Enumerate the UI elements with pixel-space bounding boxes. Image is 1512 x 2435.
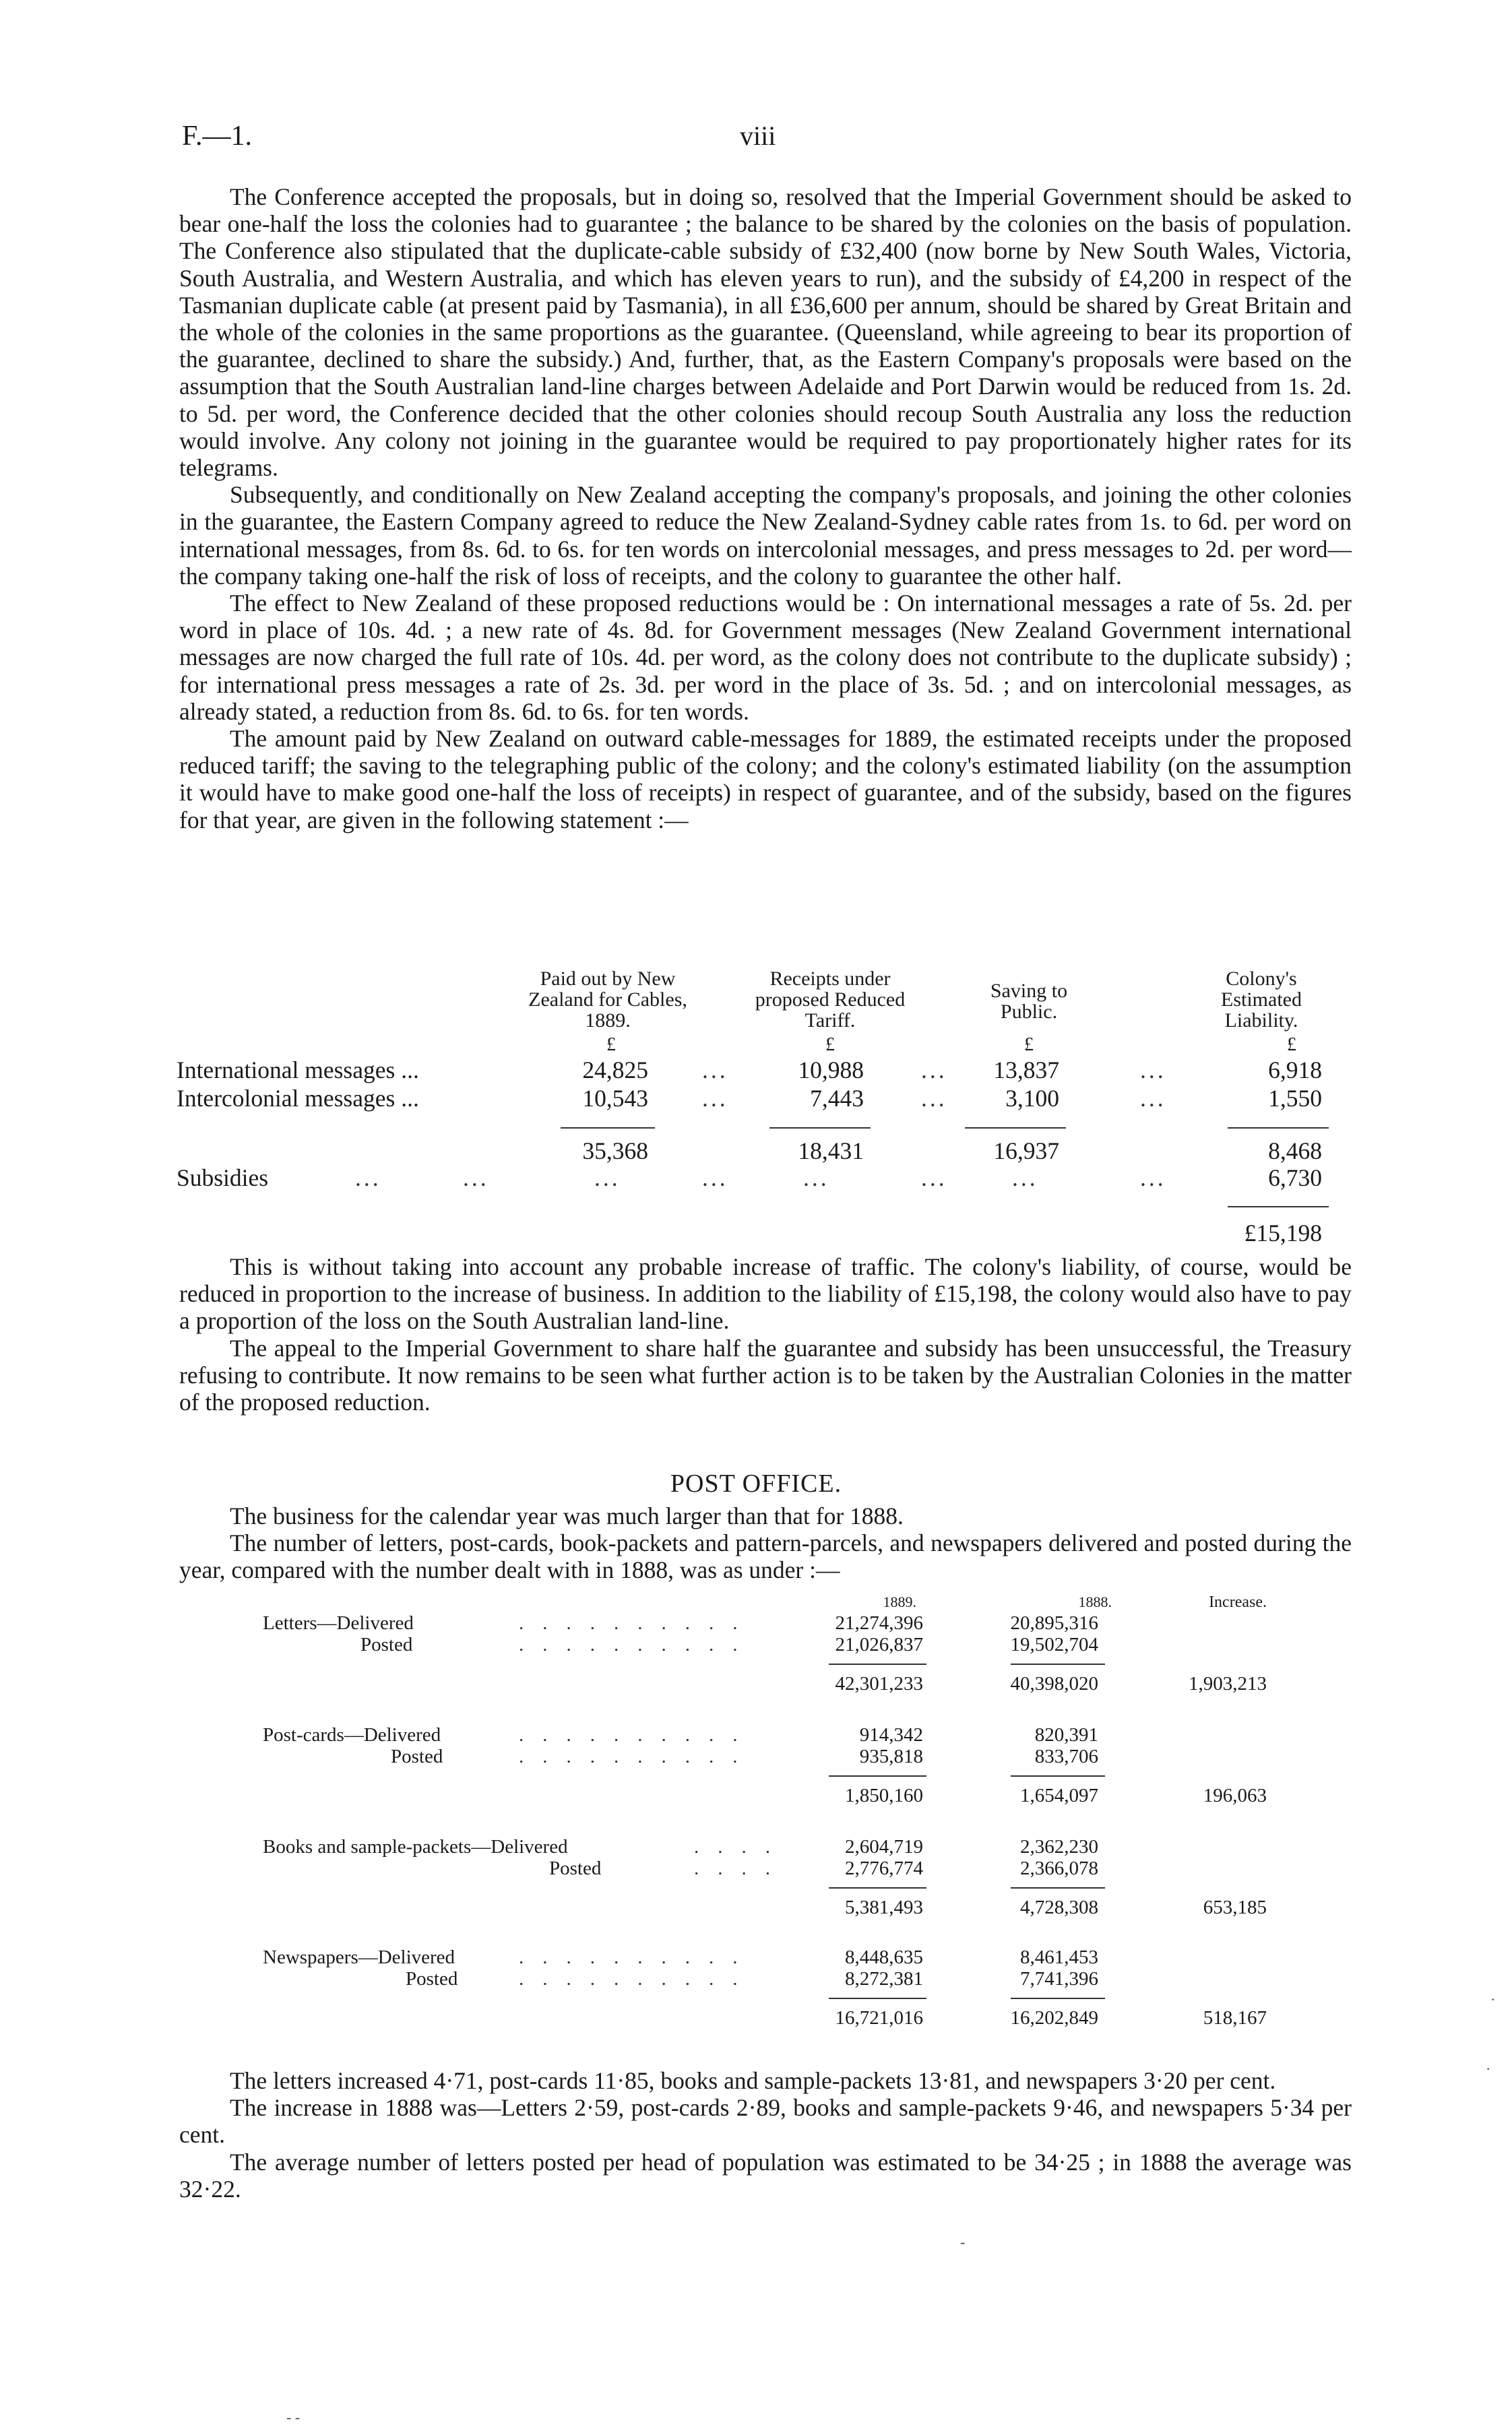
value-1888: 8,461,453 <box>1020 1947 1098 1968</box>
scan-mark: - - <box>286 2409 301 2426</box>
receipts-total: 18,431 <box>798 1137 864 1164</box>
paragraph: The average number of letters posted per head of population was estimated to be 34·25 ; in 1888 the average was 32·22. <box>179 2148 1352 2203</box>
increase-value: 653,185 <box>1203 1897 1267 1918</box>
row-label: Posted <box>406 1968 458 1990</box>
leader-dots: ... <box>463 1164 489 1191</box>
page-code: F.—1. <box>182 121 252 152</box>
row-label: International messages ... <box>177 1056 419 1083</box>
increase-value: 1,903,213 <box>1189 1673 1267 1695</box>
saving-total: 16,937 <box>993 1137 1059 1164</box>
paid-value: 10,543 <box>582 1085 648 1112</box>
section-title: POST OFFICE. <box>670 1469 842 1498</box>
paragraph: The business for the calendar year was much larger than that for 1888. <box>230 1503 904 1529</box>
leader-dots: ... <box>1140 1056 1166 1083</box>
row-label: Books and sample-packets—Delivered <box>263 1836 568 1858</box>
table-row: Posted .... 2,776,774 2,366,078 <box>549 1858 1098 1879</box>
sum-rule <box>965 1127 1066 1129</box>
value-1888: 19,502,704 <box>1010 1634 1098 1655</box>
scan-mark: · <box>1486 2060 1491 2077</box>
leader-dots: ... <box>702 1085 728 1112</box>
sum-rule <box>1011 1998 1105 1999</box>
leader-dots: ... <box>921 1164 947 1191</box>
value-1889: 21,026,837 <box>835 1634 923 1655</box>
value-1888: 7,741,396 <box>1020 1968 1098 1990</box>
paragraph: The effect to New Zealand of these proposed reductions would be : On international messages a rate of 5s. 2d. per word in place of 10s. 4d. ; a new rate of 4s. 8d. for Government messages (New Zealand Government international messages are now charged the full rate of 10s. 4d. per word, as the colony does not contribute to the duplicate subsidy) ; for international press messages a rate of 2s. 3d. per word in the place of 3s. 5d. ; and on intercolonial messages, as already stated, a reduction from 8s. 6d. to 6s. for ten words. <box>179 590 1352 725</box>
paragraph: The increase in 1888 was—Letters 2·59, post-cards 2·89, books and sample-packets 9·46, and newspapers 5·34 per cent. <box>179 2094 1352 2149</box>
paragraph: Subsequently, and conditionally on New Zealand accepting the company's proposals, and joining the other colonies in the guarantee, the Eastern Company agreed to reduce the New Zealand-Sydney cable rates from 1s. to 6d. per word on international messages, from 8s. 6d. to 6s. for ten words on intercolonial messages, and press messages to 2d. per word—the company taking one-half the risk of loss of receipts, and the colony to guarantee the other half. <box>179 481 1352 590</box>
totals-row <box>263 2007 1287 2030</box>
value-1888: 2,366,078 <box>1020 1858 1098 1879</box>
total-1889: 1,850,160 <box>845 1785 923 1806</box>
value-1889: 8,272,381 <box>845 1968 923 1990</box>
leader-dots: ... <box>921 1085 947 1112</box>
col-header-receipts: Receipts under proposed Reduced Tariff. <box>755 968 906 1032</box>
value-1889: 8,448,635 <box>845 1947 923 1968</box>
row-label: Subsidies <box>177 1164 269 1191</box>
post-office-text <box>179 1503 1352 1584</box>
leader-dots: ... <box>355 1164 381 1191</box>
saving-value: 3,100 <box>1005 1085 1059 1112</box>
row-label: Newspapers—Delivered <box>263 1947 455 1968</box>
grand-total: £15,198 <box>1244 1220 1322 1246</box>
sum-rule <box>829 1887 926 1889</box>
paragraph: This is without taking into account any probable increase of traffic. The colony's liability, of course, would be reduced in proportion to the increase of business. In addition to the liability of £15,198, the colony would also have to pay a proportion of the loss on the South Australian land-line. <box>179 1253 1352 1335</box>
value-1889: 2,776,774 <box>845 1858 923 1879</box>
value-1888: 20,895,316 <box>1010 1612 1098 1634</box>
currency-mark: £ <box>825 1034 835 1055</box>
sum-rule <box>829 1998 926 1999</box>
receipts-value: 10,988 <box>798 1056 864 1083</box>
col-header-1889: 1889. <box>883 1593 916 1610</box>
currency-mark: £ <box>606 1034 616 1055</box>
totals-row <box>177 1137 1362 1165</box>
increase-value: 518,167 <box>1203 2007 1267 2029</box>
value-1888: 833,706 <box>1034 1746 1098 1767</box>
total-1889: 16,721,016 <box>835 2007 923 2029</box>
leader-dots: ... <box>702 1164 728 1191</box>
subsidies-value: 6,730 <box>1268 1164 1322 1191</box>
col-header-increase: Increase. <box>1209 1593 1267 1611</box>
row-label: Letters—Delivered <box>263 1612 414 1634</box>
value-1888: 820,391 <box>1034 1724 1098 1746</box>
row-label: Posted <box>360 1634 413 1655</box>
table-row: Newspapers—Delivered .......... 8,448,635 8,461,453 <box>263 1947 1098 1968</box>
saving-value: 13,837 <box>993 1056 1059 1083</box>
table-row: Posted .......... 935,818 833,706 <box>391 1746 1098 1767</box>
table-row: Posted .......... 8,272,381 7,741,396 <box>406 1968 1098 1990</box>
row-label: Intercolonial messages ... <box>177 1085 419 1112</box>
paragraph: The number of letters, post-cards, book-packets and pattern-parcels, and newspapers delivered and posted during the year, compared with the number dealt with in 1888, was as under :— <box>179 1529 1352 1584</box>
value-1889: 21,274,396 <box>835 1612 923 1634</box>
row-label: Post-cards—Delivered <box>263 1724 441 1746</box>
sum-rule <box>1011 1664 1105 1665</box>
table-row: Posted .......... 21,026,837 19,502,704 <box>360 1634 1098 1655</box>
total-1888: 1,654,097 <box>1020 1785 1098 1806</box>
sum-rule <box>1011 1887 1105 1889</box>
table-row <box>177 1056 1362 1084</box>
scan-mark: · <box>1490 1991 1496 2008</box>
col-header-liability: Colony's Estimated Liability. <box>1221 968 1302 1032</box>
value-1889: 935,818 <box>859 1746 923 1767</box>
leader-dots: ... <box>921 1056 947 1083</box>
sum-rule <box>561 1127 655 1129</box>
row-label: Posted <box>549 1858 602 1879</box>
leader-dots: ... <box>594 1164 621 1191</box>
total-1888: 16,202,849 <box>1010 2007 1098 2029</box>
total-1889: 42,301,233 <box>835 1673 923 1695</box>
page-number: viii <box>740 121 776 151</box>
totals-row <box>263 1673 1287 1696</box>
value-1889: 2,604,719 <box>845 1836 923 1858</box>
subsidies-row <box>177 1164 1362 1192</box>
liability-value: 6,918 <box>1268 1056 1322 1083</box>
leader-dots: ... <box>1140 1164 1166 1191</box>
sum-rule <box>829 1664 926 1665</box>
paid-value: 24,825 <box>582 1056 648 1083</box>
liability-total: 8,468 <box>1268 1137 1322 1164</box>
value-1889: 914,342 <box>859 1724 923 1746</box>
paid-total: 35,368 <box>582 1137 648 1164</box>
row-label: Posted <box>391 1746 443 1767</box>
sum-rule <box>1011 1775 1105 1777</box>
total-1889: 5,381,493 <box>845 1897 923 1918</box>
totals-row <box>263 1785 1287 1808</box>
col-header-saving: Saving to Public. <box>990 980 1068 1023</box>
leader-dots: ... <box>803 1164 829 1191</box>
leader-dots: ... <box>702 1056 728 1083</box>
leader-dots: ... <box>1012 1164 1038 1191</box>
col-header-1888: 1888. <box>1078 1593 1112 1610</box>
sum-rule <box>769 1127 871 1129</box>
intro-text <box>179 183 1352 833</box>
paragraph: The Conference accepted the proposals, but in doing so, resolved that the Imperial Government should be asked to bear one-half the loss the colonies had to guarantee ; the balance to be shared by the colonies on the basis of population. The Conference also stipulated that the duplicate-cable subsidy of £32,400 (now borne by New South Wales, Victoria, South Australia, and Western Australia, and which has eleven years to run), and the subsidy of £4,200 in respect of the Tasmanian duplicate cable (at present paid by Tasmania), in all £36,600 per annum, should be shared by Great Britain and the whole of the colonies in the same proportions as the guarantee. (Queensland, while agreeing to bear its proportion of the guarantee, declined to share the subsidy.) And, further, that, as the Eastern Company's proposals were based on the assumption that the South Australian land-line charges between Adelaide and Port Darwin would be reduced from 1s. 2d. to 5d. per word, the Conference decided that the other colonies should recoup South Australia any loss the reduction would involve. Any colony not joining in the guarantee would be required to pay proportionately higher rates for its telegrams. <box>179 183 1352 482</box>
table-row <box>177 1084 1362 1112</box>
totals-row <box>263 1897 1287 1920</box>
liability-value: 1,550 <box>1268 1085 1322 1112</box>
increase-value: 196,063 <box>1203 1785 1267 1806</box>
sum-rule <box>1228 1127 1329 1129</box>
scan-mark: - <box>960 2234 966 2250</box>
table-row: Post-cards—Delivered .......... 914,342 820,391 <box>263 1724 1098 1746</box>
paragraph: The amount paid by New Zealand on outward cable-messages for 1889, the estimated receipts under the proposed reduced tariff; the saving to the telegraphing public of the colony; and the colony's estimated liability (on the assumption it would have to make good one-half the loss of receipts) in respect of guarantee, and of the subsidy, based on the figures for that year, are given in the following statement :— <box>179 725 1352 833</box>
leader-dots: ... <box>1140 1085 1166 1112</box>
grand-total-row <box>177 1219 1362 1247</box>
receipts-value: 7,443 <box>810 1085 864 1112</box>
closing-text <box>179 2067 1352 2203</box>
sum-rule <box>829 1775 926 1777</box>
total-1888: 4,728,308 <box>1020 1897 1098 1918</box>
currency-mark: £ <box>1024 1034 1034 1055</box>
table-row: Books and sample-packets—Delivered .... 2,604,719 2,362,230 <box>263 1836 1098 1858</box>
currency-mark: £ <box>1287 1034 1296 1055</box>
value-1888: 2,362,230 <box>1020 1836 1098 1858</box>
table-row: Letters—Delivered .......... 21,274,396 20,895,316 <box>263 1612 1098 1634</box>
paragraph: The letters increased 4·71, post-cards 11·85, books and sample-packets 13·81, and newspapers 3·20 per cent. <box>230 2067 1276 2094</box>
total-1888: 40,398,020 <box>1010 1673 1098 1695</box>
sum-rule <box>1228 1206 1329 1207</box>
middle-text <box>179 1253 1352 1416</box>
paragraph: The appeal to the Imperial Government to share half the guarantee and subsidy has been unsuccessful, the Treasury refusing to contribute. It now remains to be seen what further action is to be taken by the Australian Colonies in the matter of the proposed reduction. <box>179 1334 1352 1416</box>
col-header-paid: Paid out by New Zealand for Cables, 1889. <box>528 968 687 1032</box>
